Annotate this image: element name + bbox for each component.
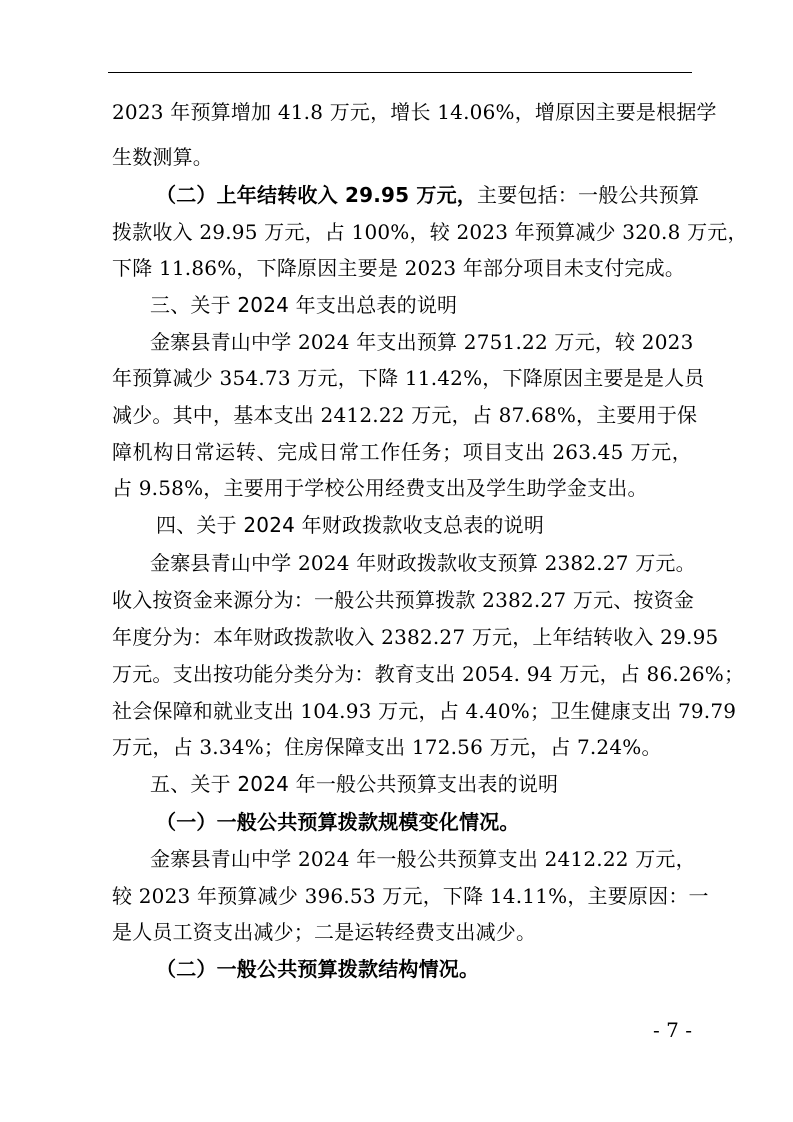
paragraph-line: 是人员工资支出减少；二是运转经费支出减少。 [112, 920, 537, 944]
paragraph-line: 下降 11.86%，下降原因主要是 2023 年部分项目未支付完成。 [112, 256, 686, 280]
paragraph-line: 万元，占 3.34%；住房保障支出 172.56 万元，占 7.24%。 [112, 735, 662, 759]
section-heading-3: 三、关于 2024 年支出总表的说明 [150, 293, 458, 317]
paragraph-line: 生数测算。 [112, 145, 213, 169]
section-heading-4: 四、关于 2024 年财政拨款收支总表的说明 [156, 513, 545, 537]
paragraph-line: 收入按资金来源分为：一般公共预算拨款 2382.27 万元、按资金 [112, 588, 695, 612]
subsection-heading: （二）一般公共预算拨款结构情况。 [156, 957, 480, 981]
section-heading-5: 五、关于 2024 年一般公共预算支出表的说明 [150, 772, 559, 796]
header-rule [108, 72, 692, 73]
paragraph-line: 万元。支出按功能分类分为：教育支出 2054. 94 万元，占 86.26%； [112, 662, 745, 686]
paragraph-line: 年度分为：本年财政拨款收入 2382.27 万元，上年结转收入 29.95 [112, 625, 719, 649]
subsection-line [156, 182, 700, 208]
page-number: - 7 - [653, 1018, 692, 1042]
paragraph-line: 金寨县青山中学 2024 年财政拨款收支预算 2382.27 万元。 [150, 551, 696, 575]
paragraph-line: 社会保障和就业支出 104.93 万元，占 4.40%；卫生健康支出 79.79 [112, 699, 737, 723]
paragraph-line: 金寨县青山中学 2024 年一般公共预算支出 2412.22 万元， [150, 847, 696, 871]
paragraph-line: 较 2023 年预算减少 396.53 万元，下降 14.11%，主要原因：一 [112, 884, 709, 908]
subsection-heading: （二）上年结转收入 29.95 万元， [156, 183, 477, 207]
subsection-heading: （一）一般公共预算拨款规模变化情况。 [156, 810, 520, 834]
paragraph-line: 金寨县青山中学 2024 年支出预算 2751.22 万元，较 2023 [150, 330, 694, 354]
paragraph-line: 拨款收入 29.95 万元，占 100%，较 2023 年预算减少 320.8 万元， [112, 220, 748, 244]
paragraph-text: 主要包括：一般公共预算 [477, 183, 700, 207]
paragraph-line: 年预算减少 354.73 万元，下降 11.42%，下降原因主要是是人员 [112, 366, 705, 390]
paragraph-line: 减少。其中，基本支出 2412.22 万元，占 87.68%，主要用于保 [112, 403, 698, 427]
paragraph-line: 2023 年预算增加 41.8 万元，增长 14.06%，增原因主要是根据学 [112, 100, 717, 124]
paragraph-line: 障机构日常运转、完成日常工作任务；项目支出 263.45 万元， [112, 440, 692, 464]
paragraph-line: 占 9.58%，主要用于学校公用经费支出及学生助学金支出。 [112, 476, 648, 500]
